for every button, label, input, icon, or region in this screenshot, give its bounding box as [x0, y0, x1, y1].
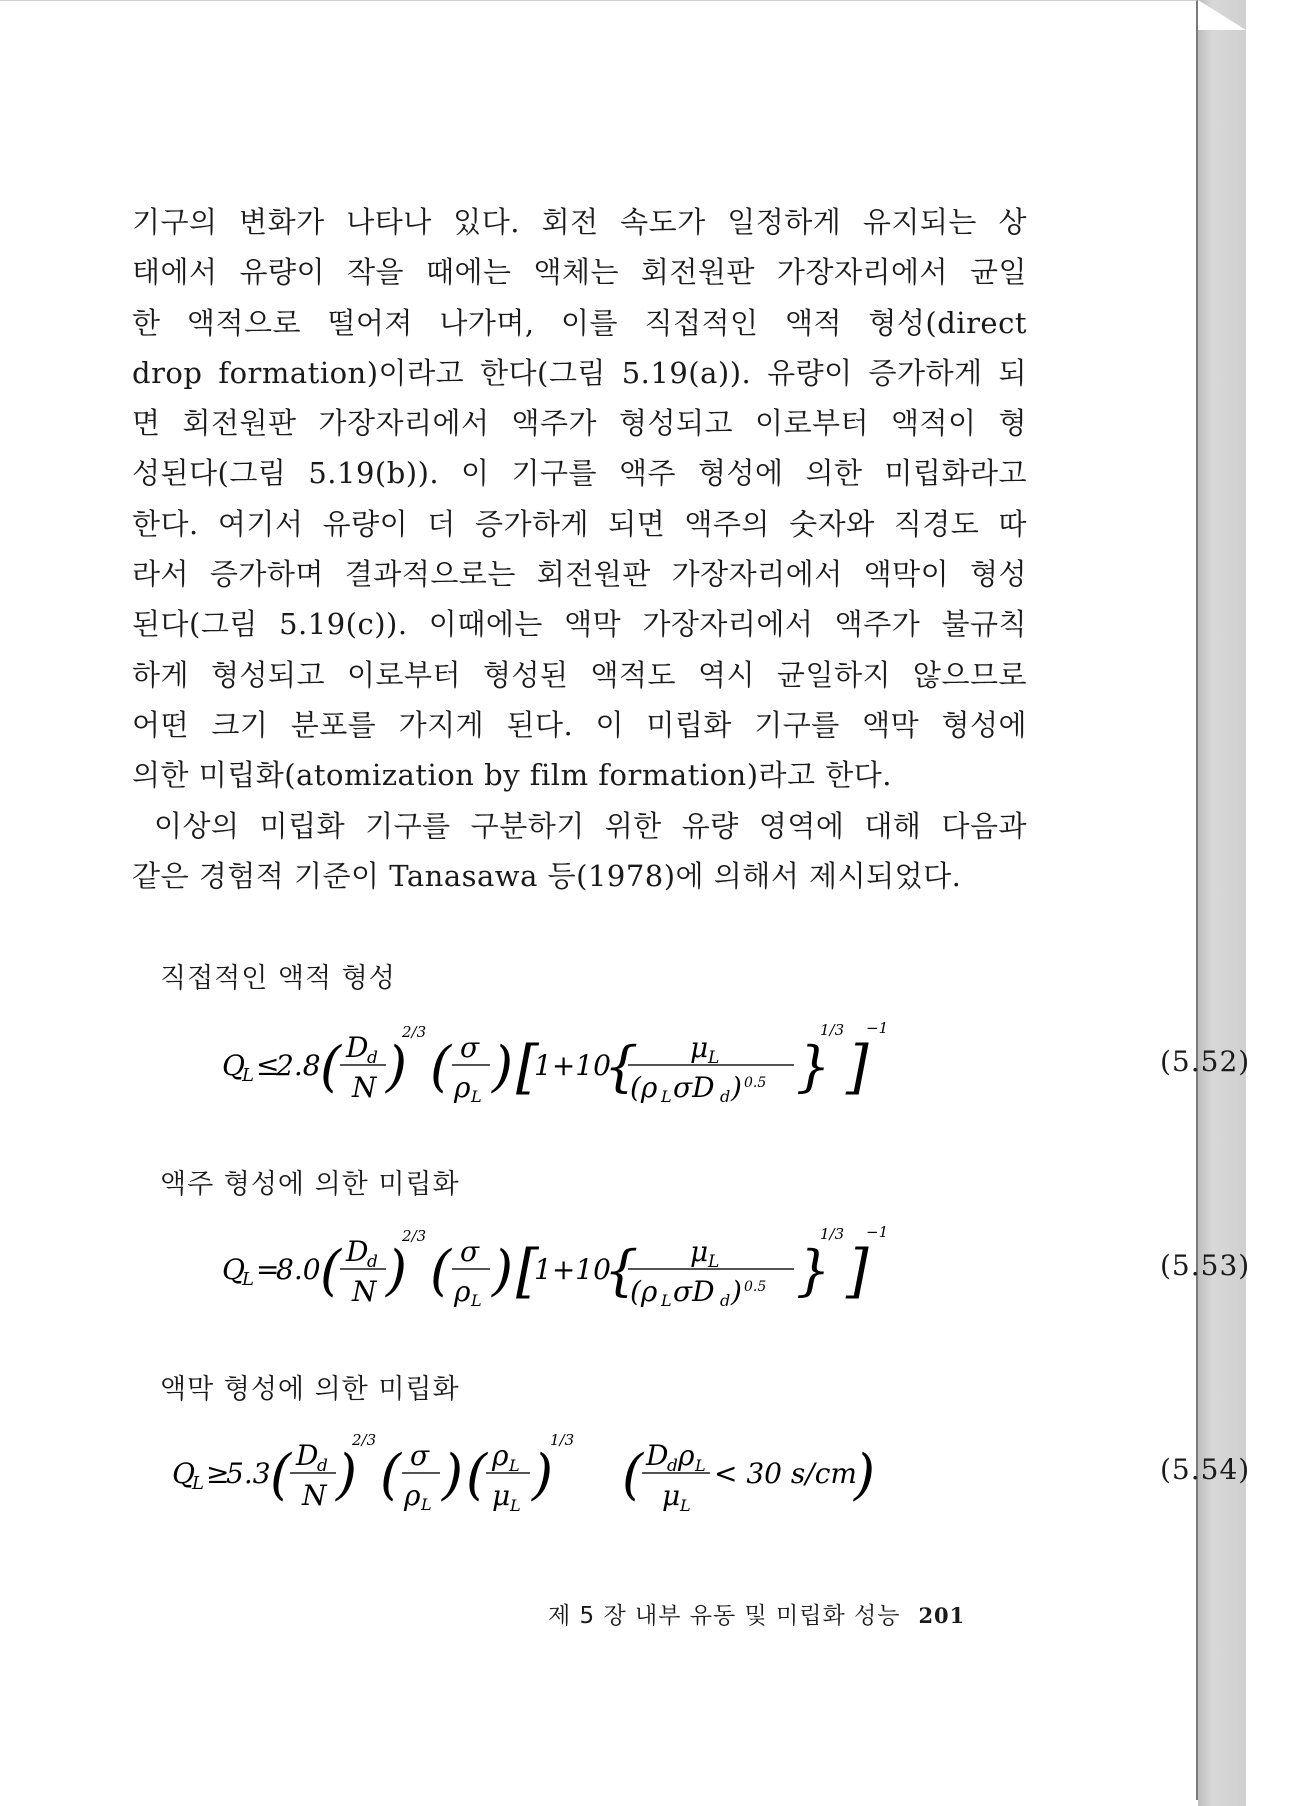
svg-text:D: D: [646, 1439, 669, 1472]
svg-text:d: d: [367, 1252, 378, 1272]
svg-text:N: N: [352, 1071, 377, 1104]
svg-text:}: }: [796, 1035, 831, 1098]
svg-text:(: (: [430, 1035, 452, 1098]
text-line: 한 액적으로 떨어져 나가며, 이를 직접적인 액적 형성(direct: [132, 305, 1027, 340]
svg-text:1/3: 1/3: [820, 1225, 845, 1243]
svg-text:(: (: [270, 1443, 292, 1506]
svg-text:(: (: [430, 1239, 452, 1302]
svg-text:): ): [492, 1035, 514, 1098]
svg-text:]: ]: [846, 1237, 869, 1305]
svg-text:(: (: [622, 1443, 644, 1506]
svg-text:μ: μ: [662, 1479, 681, 1512]
eq1-relation: ≤: [256, 1049, 280, 1082]
svg-text:d: d: [720, 1087, 731, 1106]
svg-text:−1: −1: [866, 1223, 889, 1241]
section-label-direct: 직접적인 액적 형성: [160, 963, 396, 994]
svg-text:): ): [854, 1443, 876, 1506]
svg-text:σ: σ: [410, 1439, 430, 1472]
svg-text:L: L: [708, 1048, 720, 1068]
section-label-film: 액막 형성에 의한 미립화: [160, 1374, 460, 1405]
equation-5-52-graphic: [220, 1011, 980, 1121]
svg-text:σ: σ: [460, 1235, 480, 1268]
svg-text:): ): [336, 1443, 358, 1506]
equation-5-52: [220, 1011, 1251, 1121]
svg-text:1/3: 1/3: [550, 1431, 575, 1449]
chapter-title: 제 5 장 내부 유동 및 미립화 성능: [548, 1603, 901, 1629]
svg-text:[: [: [516, 1237, 539, 1305]
svg-text:N: N: [302, 1479, 327, 1512]
svg-text:(: (: [466, 1443, 488, 1506]
svg-text:d: d: [720, 1291, 731, 1310]
svg-text:d: d: [367, 1048, 378, 1068]
svg-text:ρ: ρ: [454, 1275, 471, 1308]
svg-text:(: (: [320, 1239, 342, 1302]
svg-text:): ): [492, 1239, 514, 1302]
text-line: 이상의 미립화 기구를 구분하기 위한 유량 영역에 대해 다음과: [154, 808, 1027, 843]
eq3-lhs: Q: [172, 1457, 195, 1490]
svg-text:(: (: [320, 1035, 342, 1098]
svg-text:D: D: [296, 1439, 319, 1472]
svg-text:σD: σD: [673, 1071, 715, 1104]
svg-text:): ): [731, 1071, 742, 1104]
svg-text:σ: σ: [460, 1031, 480, 1064]
eq3-relation: ≥: [206, 1457, 230, 1490]
svg-text:L: L: [695, 1456, 706, 1475]
eq3-lhs-sub: L: [192, 1473, 204, 1494]
text-line: drop formation)이라고 한다(그림 5.19(a)). 유량이 증가하게 되: [132, 355, 1027, 390]
equation-number: (5.52): [1160, 1045, 1251, 1078]
svg-text:−1: −1: [866, 1019, 889, 1037]
svg-text:L: L: [661, 1087, 672, 1106]
svg-text:): ): [386, 1035, 408, 1098]
svg-text:}: }: [796, 1239, 831, 1302]
svg-text:μ: μ: [492, 1479, 511, 1512]
svg-text:σD: σD: [673, 1275, 715, 1308]
eq1-coef: 2.8: [276, 1049, 321, 1082]
svg-text:1/3: 1/3: [820, 1021, 845, 1039]
text-line: 같은 경험적 기준이 Tanasawa 등(1978)에 의해서 제시되었다.: [132, 858, 962, 893]
svg-text:L: L: [421, 1495, 432, 1514]
text-line: 성된다(그림 5.19(b)). 이 기구를 액주 형성에 의한 미립화라고: [132, 456, 1027, 491]
svg-text:): ): [532, 1443, 554, 1506]
svg-text:N: N: [352, 1275, 377, 1308]
text-line: 기구의 변화가 나타나 있다. 회전 속도가 일정하게 유지되는 상: [132, 205, 1027, 239]
svg-text:μ: μ: [690, 1235, 709, 1268]
svg-text:]: ]: [846, 1033, 869, 1101]
text-line: 어떤 크기 분포를 가지게 된다. 이 미립화 기구를 액막 형성에: [132, 707, 1027, 742]
section-label-ligament: 액주 형성에 의한 미립화: [160, 1169, 460, 1200]
svg-text:L: L: [708, 1252, 720, 1272]
svg-text:L: L: [471, 1087, 482, 1106]
eq3-condition: < 30 s/cm: [714, 1457, 857, 1490]
svg-text:L: L: [661, 1291, 672, 1310]
svg-text:(: (: [380, 1443, 402, 1506]
svg-text:L: L: [471, 1291, 482, 1310]
equation-5-54: [170, 1419, 1251, 1529]
text-line: 한다. 여기서 유량이 더 증가하게 되면 액주의 숫자와 직경도 따: [132, 506, 1027, 541]
svg-text:1+10: 1+10: [534, 1049, 611, 1082]
eq1-lhs: Q: [222, 1049, 245, 1082]
svg-text:): ): [731, 1275, 742, 1308]
equation-number: (5.53): [1160, 1249, 1251, 1282]
svg-text:[: [: [516, 1033, 539, 1101]
svg-text:D: D: [346, 1235, 369, 1268]
svg-text:ρ: ρ: [454, 1071, 471, 1104]
svg-text:{: {: [604, 1239, 639, 1302]
svg-text:{: {: [604, 1035, 639, 1098]
text-line: 된다(그림 5.19(c)). 이때에는 액막 가장자리에서 액주가 불규칙: [132, 607, 1027, 642]
svg-text:d: d: [667, 1456, 678, 1476]
eq1-lhs-sub: L: [242, 1065, 254, 1086]
page-number: 201: [918, 1603, 966, 1628]
eq2-coef: 8.0: [276, 1253, 321, 1286]
svg-text:1+10: 1+10: [534, 1253, 611, 1286]
svg-text:(ρ: (ρ: [630, 1275, 658, 1308]
svg-text:2/3: 2/3: [402, 1227, 427, 1245]
body-text: [132, 197, 1027, 901]
text-line: 라서 증가하며 결과적으로는 회전원판 가장자리에서 액막이 형성: [132, 557, 1027, 592]
svg-text:): ): [386, 1239, 408, 1302]
svg-text:μ: μ: [690, 1031, 709, 1064]
book-edge: [1198, 0, 1246, 1806]
eq2-relation: =: [256, 1253, 280, 1286]
svg-text:2/3: 2/3: [352, 1431, 377, 1449]
text-line: 하게 형성되고 이로부터 형성된 액적도 역시 균일하지 않으므로: [132, 657, 1027, 692]
eq2-lhs: Q: [222, 1253, 245, 1286]
svg-text:0.5: 0.5: [744, 1279, 767, 1295]
equation-5-53: [220, 1215, 1251, 1325]
svg-text:D: D: [346, 1031, 369, 1064]
page-footer: [548, 1597, 965, 1630]
eq2-lhs-sub: L: [242, 1269, 254, 1290]
svg-text:L: L: [510, 1496, 521, 1515]
svg-text:ρ: ρ: [492, 1439, 509, 1472]
svg-text:ρ: ρ: [678, 1439, 695, 1472]
svg-text:(ρ: (ρ: [630, 1071, 658, 1104]
svg-text:L: L: [680, 1496, 691, 1515]
equation-number: (5.54): [1160, 1453, 1251, 1486]
eq3-coef: 5.3: [226, 1457, 271, 1490]
text-line: 면 회전원판 가장자리에서 액주가 형성되고 이로부터 액적이 형: [132, 406, 1027, 441]
svg-text:d: d: [317, 1456, 328, 1476]
svg-text:0.5: 0.5: [744, 1075, 767, 1091]
svg-text:): ): [442, 1443, 464, 1506]
equation-5-53-graphic: [220, 1215, 980, 1325]
text-line: 의한 미립화(atomization by film formation)라고 한다.: [132, 758, 893, 793]
text-line: 태에서 유량이 작을 때에는 액체는 회전원판 가장자리에서 균일: [132, 255, 1027, 290]
equation-5-54-graphic: [170, 1419, 970, 1529]
svg-text:ρ: ρ: [404, 1479, 421, 1512]
svg-text:L: L: [509, 1456, 520, 1475]
svg-text:2/3: 2/3: [402, 1023, 427, 1041]
